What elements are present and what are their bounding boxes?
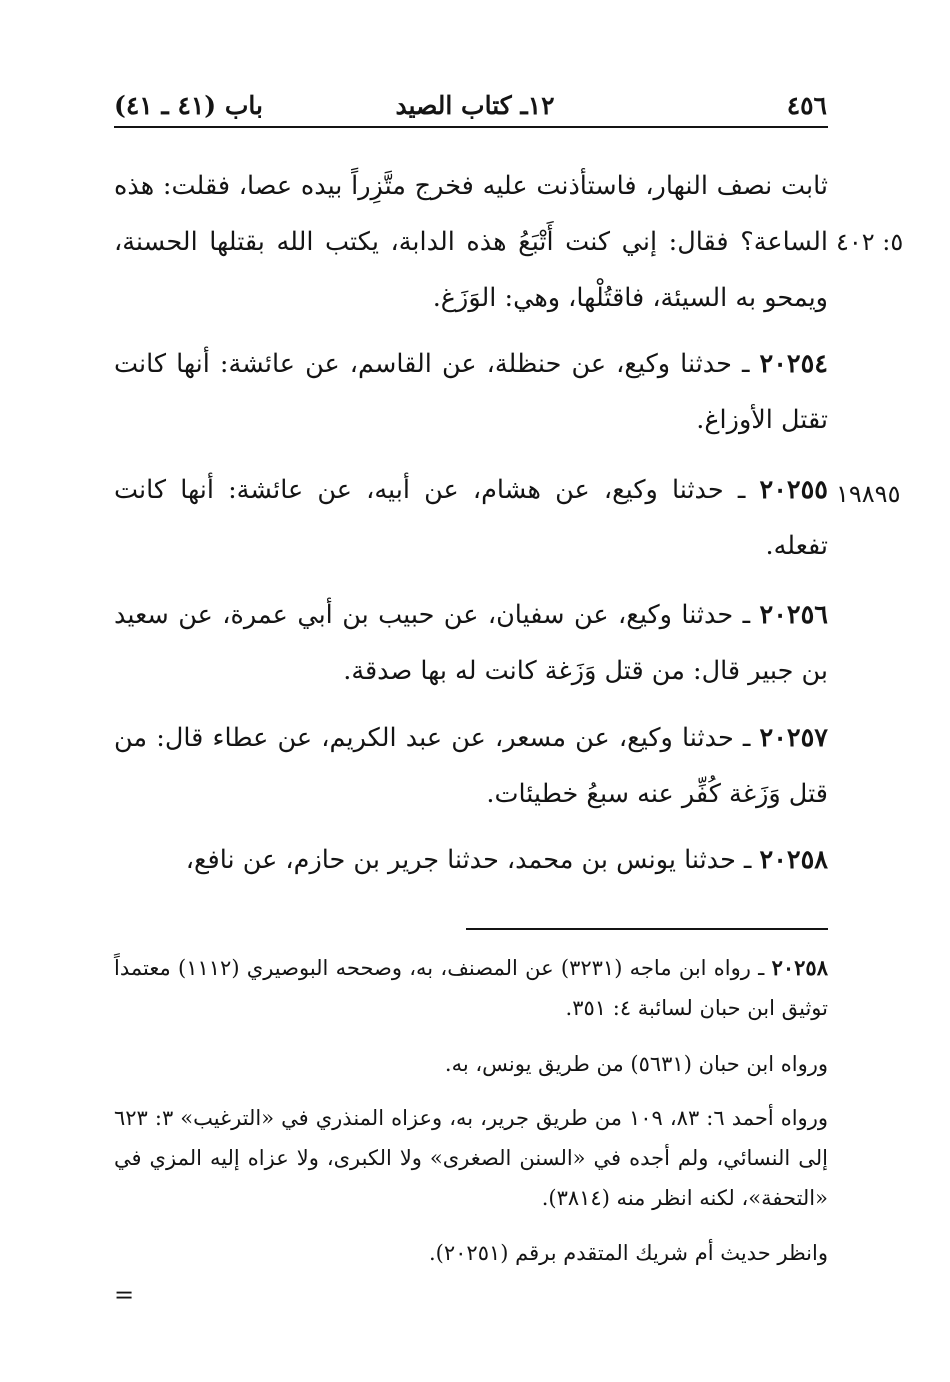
- hadith-paragraph: [114, 710, 828, 822]
- hadith-number: ٢٠٢٥٥: [759, 475, 828, 505]
- header-rule: [114, 126, 828, 128]
- hadith-paragraph: [114, 462, 828, 574]
- footnote: ورواه أحمد ٦: ٨٣، ١٠٩ من طريق جرير، به، وعزاه المنذري في «الترغيب» ٣: ٦٢٣ إلى النسائي، ولم أجده في «السنن الصغرى» ولا الكبرى، ولا عزاه إليه المزي في «التحفة»، لكنه انظر منه (٣٨١٤).: [114, 1106, 828, 1210]
- footnote-number: ٢٠٢٥٨: [771, 955, 828, 980]
- hadith-paragraph: [114, 587, 828, 699]
- continuation-mark: =: [114, 1281, 135, 1309]
- hadith-text: ـ حدثنا وكيع، عن هشام، عن أبيه، عن عائشة: أنها كانت تفعله.: [114, 475, 828, 561]
- hadith-number: ٢٠٢٥٨: [759, 845, 828, 875]
- footnote: [114, 948, 828, 1028]
- hadith-text: ـ حدثنا يونس بن محمد، حدثنا جرير بن حازم، عن نافع،: [185, 845, 760, 875]
- hadith-text: ـ حدثنا وكيع، عن حنظلة، عن القاسم، عن عائشة: أنها كانت تقتل الأوزاغ.: [114, 349, 828, 435]
- hadith-paragraph: [114, 832, 828, 888]
- hadith-number: ٢٠٢٥٦: [759, 600, 828, 630]
- footnote-rule: [466, 928, 828, 930]
- running-title: ١٢ـ كتاب الصيد: [395, 91, 555, 120]
- margin-reference: ١٩٨٩٥: [836, 480, 901, 508]
- page-number: ٤٥٦: [786, 91, 827, 120]
- paragraph-text: ثابت نصف النهار، فاستأذنت عليه فخرج متَّزِراً بيده عصا، فقلت: هذه الساعة؟ فقال: إني كنت أَتْبَعُ هذه الدابة، يكتب الله بقتلها الحسنة، ويمحو به السيئة، فاقتُلْها، وهي: الوَزَغ.: [114, 171, 828, 313]
- margin-reference: ٥: ٤٠٢: [836, 228, 904, 256]
- hadith-paragraph: [114, 336, 828, 448]
- footnote-text: ـ رواه ابن ماجه (٣٢٣١) عن المصنف، به، وصححه البوصيري (١١١٢) معتمداً توثيق ابن حبان لسائبة ٤: ٣٥١.: [114, 956, 828, 1020]
- chapter-heading: باب (٤١ ـ ٤١): [114, 91, 263, 120]
- footnote: وانظر حديث أم شريك المتقدم برقم (٢٠٢٥١).: [429, 1241, 828, 1265]
- text-paragraph: [114, 158, 828, 326]
- hadith-number: ٢٠٢٥٤: [759, 349, 828, 379]
- footnote: ورواه ابن حبان (٥٦٣١) من طريق يونس، به.: [444, 1052, 828, 1076]
- hadith-text: ـ حدثنا وكيع، عن سفيان، عن حبيب بن أبي عمرة، عن سعيد بن جبير قال: من قتل وَزَغة كانت له بها صدقة.: [114, 600, 828, 686]
- hadith-text: ـ حدثنا وكيع، عن مسعر، عن عبد الكريم، عن عطاء قال: من قتل وَزَغة كُفِّر عنه سبعُ خطيئات.: [114, 723, 828, 809]
- hadith-number: ٢٠٢٥٧: [759, 723, 828, 753]
